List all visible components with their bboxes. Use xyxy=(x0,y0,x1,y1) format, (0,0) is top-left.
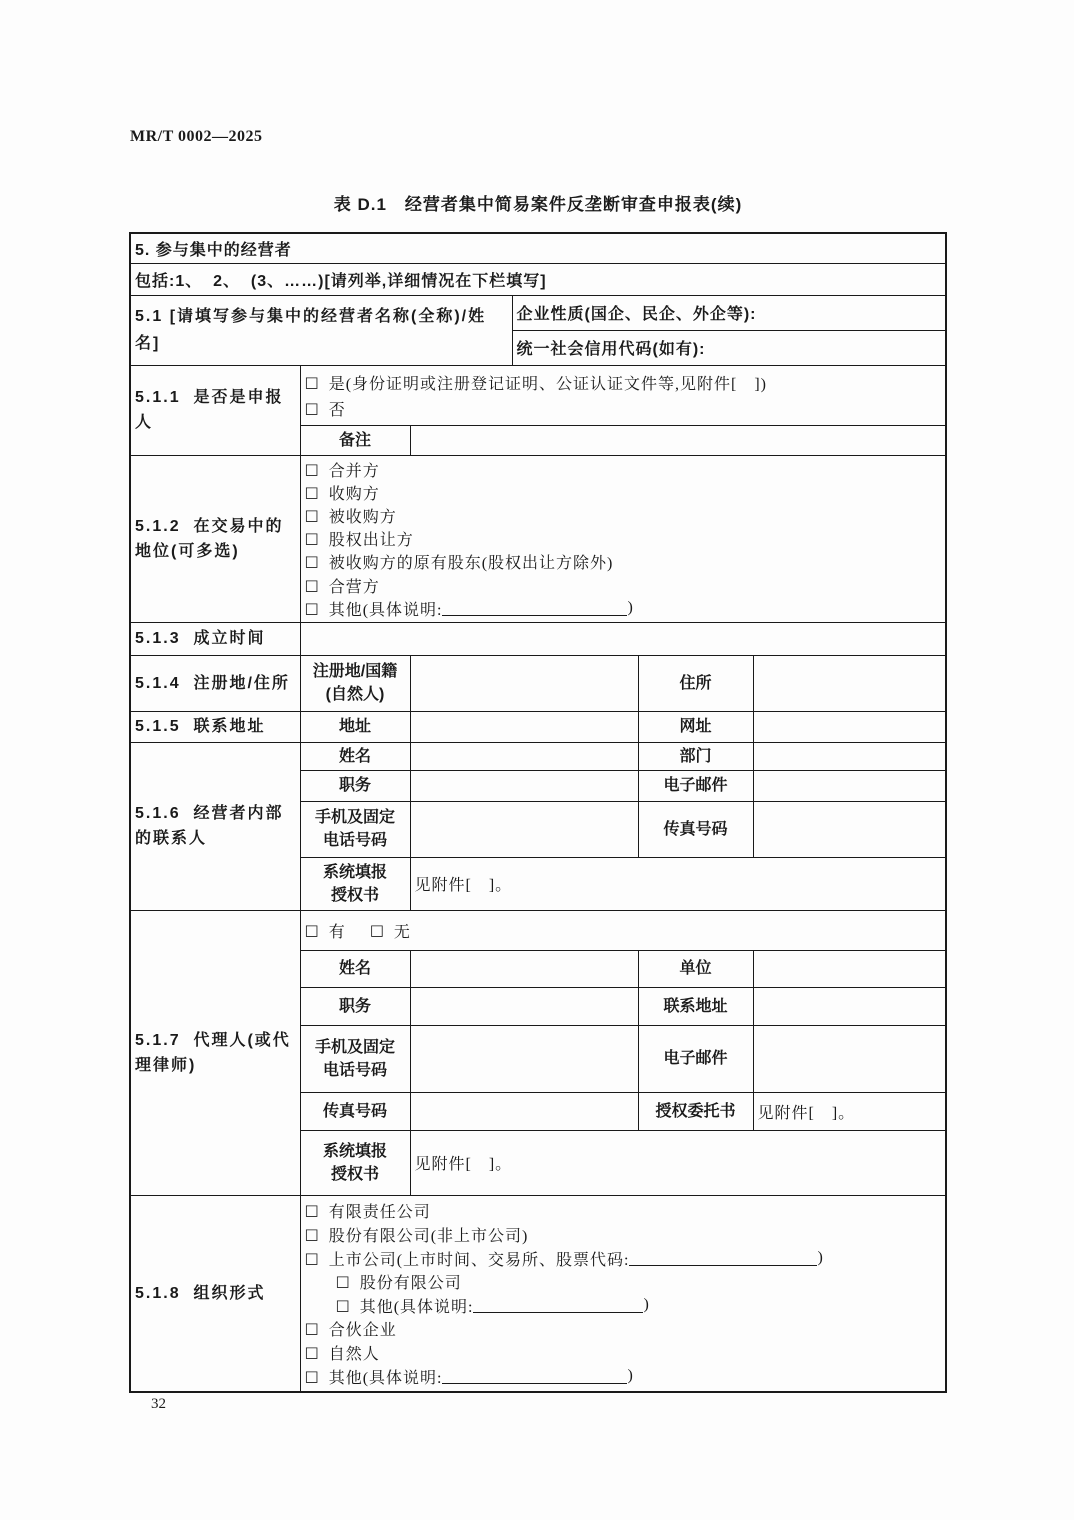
option-partnership xyxy=(305,1317,942,1341)
organization-form-options xyxy=(300,1195,946,1392)
option-label: 收购方 xyxy=(328,485,380,503)
agent-name-label: 姓名 xyxy=(300,950,410,987)
row-5-1-5-label: 5.1.5 联系地址 xyxy=(130,711,300,742)
option-other-prefix: 其他(具体说明: xyxy=(328,601,443,619)
agent-unit-value-cell xyxy=(753,950,946,987)
remark-value-cell xyxy=(410,425,946,455)
option-listed-other xyxy=(336,1294,942,1318)
checkbox-icon: □ xyxy=(304,1201,320,1220)
position-label: 职务 xyxy=(300,770,410,801)
credit-code-label: 统一社会信用代码(如有): xyxy=(512,330,946,365)
option-llc xyxy=(305,1199,942,1223)
website-label: 网址 xyxy=(638,711,753,742)
email-value-cell xyxy=(753,770,946,801)
department-label: 部门 xyxy=(638,742,753,770)
table-title: 表 D.1 经营者集中简易案件反垄断审查申报表(续) xyxy=(333,195,743,214)
poa-value: 见附件[ ]。 xyxy=(753,1092,946,1130)
row-5-1-6-label: 5.1.6 经营者内部的联系人 xyxy=(130,742,300,910)
agent-name-value-cell xyxy=(410,950,638,987)
checkbox-icon: □ xyxy=(335,1272,351,1291)
email-label: 电子邮件 xyxy=(638,770,753,801)
option-label: 自然人 xyxy=(328,1346,380,1364)
fax-value-cell xyxy=(753,801,946,857)
option-prefix: 上市公司(上市时间、交易所、股票代码: xyxy=(328,1251,630,1269)
agent-address-label: 联系地址 xyxy=(638,987,753,1025)
option-merging-party xyxy=(305,458,942,481)
is-declarant-options xyxy=(300,365,946,425)
option-label: 有限责任公司 xyxy=(328,1204,431,1222)
option-yes-label: 是(身份证明或注册登记证明、公证认证文件等,见附件[ ]) xyxy=(328,375,768,393)
residence-label: 住所 xyxy=(638,655,753,711)
auth-letter-value: 见附件[ ]。 xyxy=(410,857,946,910)
include-row: 包括:1、 2、 (3、……)[请列举,详细情况在下栏填写] xyxy=(130,263,946,295)
agent-unit-label: 单位 xyxy=(638,950,753,987)
address-value-cell xyxy=(410,711,638,742)
section-5-header: 5. 参与集中的经营者 xyxy=(130,233,946,263)
checkbox-icon: □ xyxy=(304,459,320,478)
auth-letter-label: 系统填报授权书 xyxy=(300,857,410,910)
checkbox-icon: □ xyxy=(304,920,320,939)
option-prefix: 其他(具体说明: xyxy=(328,1369,443,1387)
checkbox-icon: □ xyxy=(304,482,320,501)
has-none-row xyxy=(305,919,942,942)
checkbox-icon: □ xyxy=(304,398,320,417)
checkbox-icon: □ xyxy=(304,1366,320,1385)
agent-position-label: 职务 xyxy=(300,987,410,1025)
option-label: 合营方 xyxy=(328,578,380,596)
row-5-1-4-label: 5.1.4 注册地/住所 xyxy=(130,655,300,711)
agent-fax-label: 传真号码 xyxy=(300,1092,410,1130)
option-label: 股权出让方 xyxy=(328,532,414,550)
phone-label: 手机及固定电话号码 xyxy=(300,801,410,857)
checkbox-icon: □ xyxy=(304,1319,320,1338)
option-label: 股份有限公司(非上市公司) xyxy=(328,1228,529,1246)
checkbox-icon: □ xyxy=(304,575,320,594)
fill-in-blank xyxy=(473,1297,643,1313)
website-value-cell xyxy=(753,711,946,742)
option-label: 合并方 xyxy=(328,462,380,480)
fax-label: 传真号码 xyxy=(638,801,753,857)
option-acquirer xyxy=(305,481,942,504)
fill-in-blank xyxy=(442,1368,627,1384)
option-prefix: 其他(具体说明: xyxy=(359,1298,474,1316)
page-number: 32 xyxy=(151,1396,166,1412)
address-label: 地址 xyxy=(300,711,410,742)
option-label: 股份有限公司 xyxy=(359,1275,462,1293)
checkbox-icon: □ xyxy=(335,1295,351,1314)
option-jv-party xyxy=(305,573,942,596)
remark-label: 备注 xyxy=(300,425,410,455)
checkbox-icon: □ xyxy=(304,372,320,391)
transaction-role-options xyxy=(300,455,946,622)
option-other xyxy=(305,1364,942,1388)
registered-place-value-cell xyxy=(410,655,638,711)
option-label: 被收购方的原有股东(股权出让方除外) xyxy=(328,555,614,573)
checkbox-icon: □ xyxy=(304,505,320,524)
option-other xyxy=(305,597,942,620)
option-none-label: 无 xyxy=(393,923,411,941)
agent-phone-value-cell xyxy=(410,1025,638,1092)
enterprise-nature-label: 企业性质(国企、民企、外企等): xyxy=(512,295,946,330)
agent-auth-letter-value: 见附件[ ]。 xyxy=(410,1130,946,1195)
option-label: 合伙企业 xyxy=(328,1322,397,1340)
agent-email-value-cell xyxy=(753,1025,946,1092)
agent-auth-letter-label: 系统填报授权书 xyxy=(300,1130,410,1195)
checkbox-icon: □ xyxy=(369,920,385,939)
row-5-1-8-label: 5.1.8 组织形式 xyxy=(130,1195,300,1392)
contact-name-value-cell xyxy=(410,742,638,770)
option-no xyxy=(305,395,942,421)
agent-address-value-cell xyxy=(753,987,946,1025)
department-value-cell xyxy=(753,742,946,770)
checkbox-icon: □ xyxy=(304,598,320,617)
agent-phone-label: 手机及固定电话号码 xyxy=(300,1025,410,1092)
residence-value-cell xyxy=(753,655,946,711)
agent-fax-value-cell xyxy=(410,1092,638,1130)
option-listed-company xyxy=(305,1246,942,1270)
checkbox-icon: □ xyxy=(304,1248,320,1267)
agent-position-value-cell xyxy=(410,987,638,1025)
fill-in-blank xyxy=(629,1250,817,1266)
agent-email-label: 电子邮件 xyxy=(638,1025,753,1092)
row-5-1-2-label: 5.1.2 在交易中的地位(可多选) xyxy=(130,455,300,622)
option-acquired-party xyxy=(305,504,942,527)
option-has-label: 有 xyxy=(328,923,346,941)
declaration-form-table xyxy=(129,232,947,1393)
option-suffix: ) xyxy=(643,1296,650,1314)
row-5-1-label: 5.1 [请填写参与集中的经营者名称(全称)/姓名] xyxy=(130,295,512,365)
agent-has-options xyxy=(300,910,946,950)
checkbox-icon: □ xyxy=(304,529,320,548)
contact-name-label: 姓名 xyxy=(300,742,410,770)
checkbox-icon: □ xyxy=(304,552,320,571)
registered-place-label: 注册地/国籍(自然人) xyxy=(300,655,410,711)
checkbox-icon: □ xyxy=(304,1225,320,1244)
poa-label: 授权委托书 xyxy=(638,1092,753,1130)
row-5-1-1-label: 5.1.1 是否是申报人 xyxy=(130,365,300,455)
option-original-shareholder xyxy=(305,550,942,573)
position-value-cell xyxy=(410,770,638,801)
option-yes xyxy=(305,369,942,395)
option-no-label: 否 xyxy=(328,401,346,419)
option-other-suffix: ) xyxy=(627,599,634,617)
option-suffix: ) xyxy=(627,1367,634,1385)
option-natural-person xyxy=(305,1341,942,1365)
fill-in-blank xyxy=(442,600,627,616)
option-jsc-unlisted xyxy=(305,1223,942,1247)
establishment-date-value-cell xyxy=(300,622,946,655)
row-5-1-3-label: 5.1.3 成立时间 xyxy=(130,622,300,655)
row-5-1-7-label: 5.1.7 代理人(或代理律师) xyxy=(130,910,300,1195)
option-suffix: ) xyxy=(817,1249,824,1267)
option-equity-transferor xyxy=(305,527,942,550)
phone-value-cell xyxy=(410,801,638,857)
option-label: 被收购方 xyxy=(328,508,397,526)
option-listed-jsc xyxy=(336,1270,942,1294)
standard-number: MR/T 0002—2025 xyxy=(130,128,263,145)
checkbox-icon: □ xyxy=(304,1343,320,1362)
